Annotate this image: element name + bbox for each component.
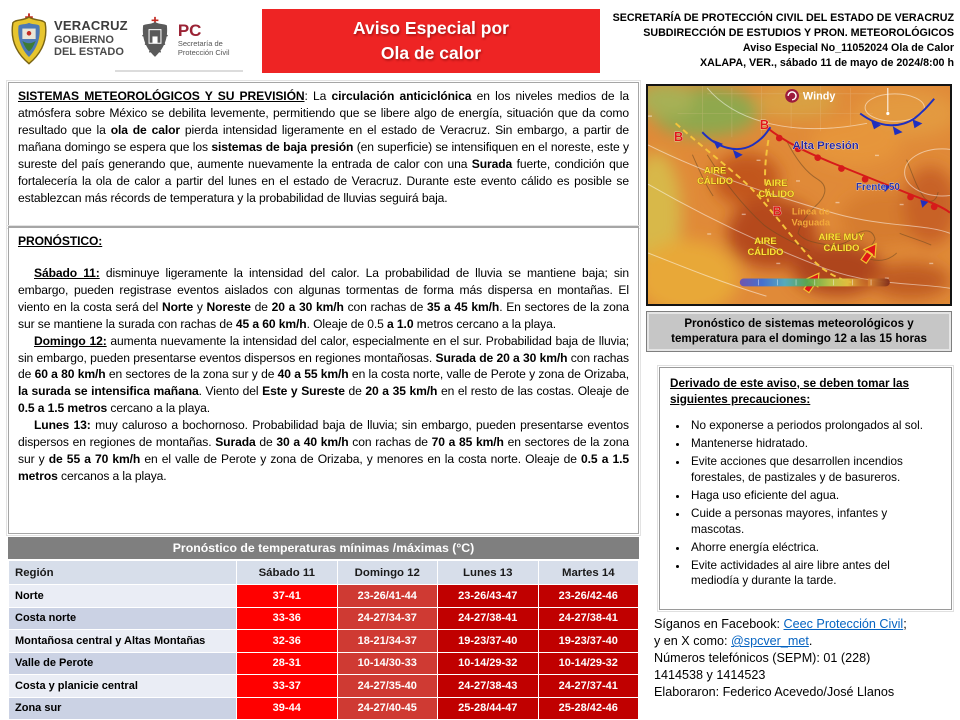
temp-table [8,560,639,720]
text-segment: . En sectores de la zona sur se mantiene la surada con rachas de [18,299,629,331]
text-segment: Surada [215,435,256,450]
text-segment: en el resto de las costas. Oleaje de [437,384,629,399]
temp-cell-martes: 19-23/37-40 [538,630,639,653]
veracruz-coat-of-arms-icon [10,13,48,65]
temp-cell-martes: 25-28/42-46 [538,697,639,720]
table-row [9,697,639,720]
region-cell: Costa y planicie central [9,675,237,698]
systems-box [8,82,639,227]
pc-logo-text [178,22,230,57]
forecast-paragraph [18,333,629,418]
x-link[interactable]: @spcver_met [731,634,809,648]
temp-cell-lunes: 23-26/43-47 [438,585,539,608]
temperature-scale [740,278,890,286]
temp-table-head [9,561,639,585]
aire-muy-calido-label: AIRE MUY [818,232,865,243]
table-row [9,652,639,675]
text-segment: en los niveles medios de la atmósfera sobre México se debilita levemente, permitiendo que se libere algo de energía, situación que da como resultado que la [18,89,629,137]
low-symbol: B [759,117,770,133]
text-segment: . Viento del [198,384,263,399]
pc-abbr: PC [177,20,202,40]
precautions-list [670,418,941,589]
aire-calido-label: CÁLIDO [758,188,795,199]
text-segment: 45 a 60 km/h [235,316,307,331]
precaution-item: • Evite acciones que desarrollen incendios forestales, de pastizales y de basureros. [689,454,941,485]
text-segment: con rachas de [343,299,427,314]
footer-line [654,633,956,650]
systems-paragraph [18,88,629,206]
text-segment: y en X como: [654,634,731,648]
temp-cell-domingo: 24-27/34-37 [337,607,438,630]
text-segment: a 1.0 [387,316,414,331]
text-segment: metros cercano a la playa. [413,316,556,331]
text-segment: Surada [471,156,513,171]
text-segment: en el valle de Perote y zona de Orizaba, y menores en la costa norte. Oleaje de [140,452,582,467]
forecast-title: PRONÓSTICO: [18,234,103,248]
proteccion-civil-logo [138,15,230,63]
temp-cell-martes: 10-14/29-32 [538,652,639,675]
temp-cell-sabado: 32-36 [237,630,338,653]
table-row [9,585,639,608]
precaution-item: • Haga uso eficiente del agua. [689,488,941,504]
text-segment: disminuye ligeramente la intensidad del calor. La probabilidad de lluvia se mantiene baja; sin embargo, pueden registrase eventos aislados con algunas tormentas de forma más dispersa en montañas. El viento en la costa será del [18,265,630,314]
text-segment: en sectores de la zona sur y [18,435,629,467]
precautions-box [659,367,952,610]
aire-calido-label: AIRE [765,178,788,189]
temp-cell-domingo: 24-27/35-40 [337,675,438,698]
temp-cell-lunes: 25-28/44-47 [438,697,539,720]
text-segment: muy caluroso a bochornoso. Probabilidad baja de lluvia; sin embargo, pueden presentarse eventos dispersos en regiones de montañas. [18,418,630,450]
col-header-martes: Martes 14 [538,561,639,585]
footer-contact [654,616,956,701]
col-header-sabado: Sábado 11 [237,561,338,585]
aire-calido-label: AIRE [703,165,727,176]
aire-calido-label: AIRE [754,236,777,247]
frente-label: Frente 50 [856,182,900,194]
text-segment: 30 a 40 km/h [276,435,349,450]
text-segment: y [193,299,207,314]
org-header-line: SECRETARÍA DE PROTECCIÓN CIVIL DEL ESTADO DE VERACRUZ [612,12,954,24]
alta-presion-label: Alta Presión [792,139,859,152]
veracruz-sub-line: DEL ESTADO [54,46,124,59]
forecast-paragraphs [18,265,629,485]
org-header-line: SUBDIRECCIÓN DE ESTUDIOS Y PRON. METEOROLÓGICOS [643,26,954,39]
temp-cell-lunes: 24-27/38-41 [438,607,539,630]
footer-line [654,650,956,667]
forecast-paragraph [18,417,629,485]
temp-cell-sabado: 33-36 [237,607,338,630]
advisory-title-banner [262,9,600,73]
map-caption: Pronóstico de sistemas meteorológicos y temperatura para el domingo 12 a las 15 horas [646,311,952,352]
precaution-item: • Mantenerse hidratado. [689,436,941,452]
text-segment: Elaboraron: Federico Acevedo/José Llanos [654,685,895,699]
pc-dept-line: Secretaría de [177,38,223,48]
linea-vaguada-label: Línea de [791,206,830,217]
text-segment: 0.5 a 1.5 metros [18,401,108,416]
veracruz-sub-line: GOBIERNO [54,33,114,46]
temp-cell-sabado: 28-31 [237,652,338,675]
text-segment: 0.5 a 1.5 metros [18,452,629,483]
text-segment: sistemas de baja presión [211,139,354,154]
pc-dept-line: Protección Civil [177,47,230,57]
temp-cell-martes: 23-26/42-46 [538,585,639,608]
region-cell: Norte [9,585,237,608]
text-segment: 70 a 85 km/h [431,435,504,450]
region-cell: Montañosa central y Altas Montañas [9,630,237,653]
aire-calido-label: CÁLIDO [747,246,784,257]
text-segment: . Oleaje de 0.5 [306,316,388,331]
text-segment: Lunes 13: [34,418,91,433]
text-segment: Síganos en Facebook: [654,617,784,631]
forecast-box [8,227,639,534]
temp-table-header-row [9,561,639,585]
text-segment: la surada se intensifica mañana [18,384,199,399]
text-segment: SISTEMAS METEOROLÓGICOS Y SU PREVISIÓN [18,89,305,103]
temp-cell-lunes: 19-23/37-40 [438,630,539,653]
text-segment: Domingo 12: [34,333,107,348]
text-segment: en sectores de la zona sur y de [105,367,278,382]
text-segment: 20 a 30 km/h [271,299,344,314]
text-segment: con rachas de [18,350,629,382]
text-segment: Este y Sureste [262,384,345,399]
linea-vaguada-label: Vaguada [791,217,831,228]
precautions-title: Derivado de este aviso, se deben tomar las siguientes precauciones: [670,377,910,406]
text-segment: : La [304,89,332,103]
temp-cell-lunes: 24-27/38-43 [438,675,539,698]
region-cell: Zona sur [9,697,237,720]
temp-cell-lunes: 10-14/29-32 [438,652,539,675]
banner-line-2: Ola de calor [380,43,482,63]
col-header-region: Región [9,561,237,585]
text-segment: cercanos a la playa. [57,468,167,483]
text-segment: Surada de 20 a 30 km/h [435,350,568,365]
footer-line [654,616,956,633]
text-segment: 35 a 45 km/h [426,299,500,314]
text-segment: . [808,634,813,648]
windy-label: Windy [802,90,836,103]
temp-cell-domingo: 24-27/40-45 [337,697,438,720]
precaution-item: • Ahorre energía eléctrica. [689,540,941,556]
banner-line-1: Aviso Especial por [353,18,509,38]
text-segment: 40 a 55 km/h [277,367,349,382]
table-row [9,675,639,698]
logo-area [10,6,260,72]
logo-divider [115,70,243,72]
temp-cell-sabado: 39-44 [237,697,338,720]
col-header-domingo: Domingo 12 [337,561,438,585]
text-segment: circulación anticiclónica [331,89,472,103]
temp-cell-martes: 24-27/38-41 [538,607,639,630]
table-row [9,630,639,653]
weather-map [648,86,950,304]
facebook-link[interactable]: Ceec Protección Civil [783,617,904,631]
text-segment: con rachas de [348,435,432,450]
text-segment: Números telefónicos (SEPM): 01 (228) [654,651,871,665]
aire-calido-label: CÁLIDO [697,176,734,187]
pc-shield-icon [138,15,172,63]
text-segment: 1414538 y 1414523 [654,668,766,682]
veracruz-name: VERACRUZ [54,18,128,34]
forecast-paragraph [18,265,629,333]
footer-line [654,667,956,684]
text-segment: (en superficie) se intensifiquen en el noreste, este y sureste del país generando que, aumente nuevamente la entrada de calor con una [18,139,629,171]
region-cell: Costa norte [9,607,237,630]
col-header-lunes: Lunes 13 [438,561,539,585]
precaution-item: • No exponerse a periodos prolongados al sol. [689,418,941,434]
veracruz-logo-text [54,19,128,59]
marker-dot [886,112,889,115]
low-symbol: B [673,129,684,144]
text-segment: Sábado 11: [34,265,100,280]
temp-cell-martes: 24-27/37-41 [538,675,639,698]
text-segment: cercano a la playa. [107,401,211,416]
text-segment: aumenta nuevamente la intensidad del calor, especialmente en el sur. Probabilidad baja de lluvia; sin embargo, pueden presentarse eventos dispersos en regiones montañosas. [18,333,630,365]
text-segment: de 55 a 70 km/h [48,452,141,467]
temp-cell-sabado: 37-41 [237,585,338,608]
temp-table-body [9,585,639,720]
aire-muy-calido-label: CÁLIDO [823,242,860,253]
text-segment: pierda intensidad ligeramente en el estado de Veracruz. Sin embargo, a partir de mañana domingo se espera que los [18,122,630,154]
org-header [600,11,954,71]
footer-line [654,684,956,701]
temp-table-title: Pronóstico de temperaturas mínimas /máximas (°C) [8,537,639,559]
text-segment: 60 a 80 km/h [34,367,106,382]
windy-logo-icon [785,89,799,103]
text-segment: Noreste [206,299,251,314]
table-row [9,607,639,630]
org-header-line: Aviso Especial No_11052024 Ola de Calor [742,41,954,54]
text-segment: de [344,384,366,399]
low-symbol: B [772,203,782,219]
text-segment: de [255,435,277,450]
windy-watermark [785,89,835,103]
precaution-item: • Evite actividades al aire libre antes del mediodía y durante la tarde. [689,558,941,589]
text-segment: de [250,299,272,314]
text-segment: fuerte, condición que fortalecería la ola de calor a partir del lunes en el estado de Veracruz. Durante este evento cálido es posible se establezcan más récords de temperatura y la probabilidad de lluvias seguirá baja. [18,156,629,205]
precaution-item: • Cuide a personas mayores, infantes y mascotas. [689,506,941,537]
text-segment: Norte [162,299,194,314]
temp-cell-domingo: 23-26/41-44 [337,585,438,608]
temp-cell-domingo: 10-14/30-33 [337,652,438,675]
text-segment: ola de calor [110,122,181,137]
temp-cell-domingo: 18-21/34-37 [337,630,438,653]
weather-map-panel [646,84,952,306]
text-segment: ; [903,617,907,631]
org-header-line: XALAPA, VER., sábado 11 de mayo de 2024/8:00 h [699,56,954,69]
text-segment: 20 a 35 km/h [365,384,438,399]
region-cell: Valle de Perote [9,652,237,675]
text-segment: en la costa norte, valle de Perote y zona de Orizaba, [348,367,629,382]
temp-cell-sabado: 33-37 [237,675,338,698]
veracruz-logo [10,13,128,65]
